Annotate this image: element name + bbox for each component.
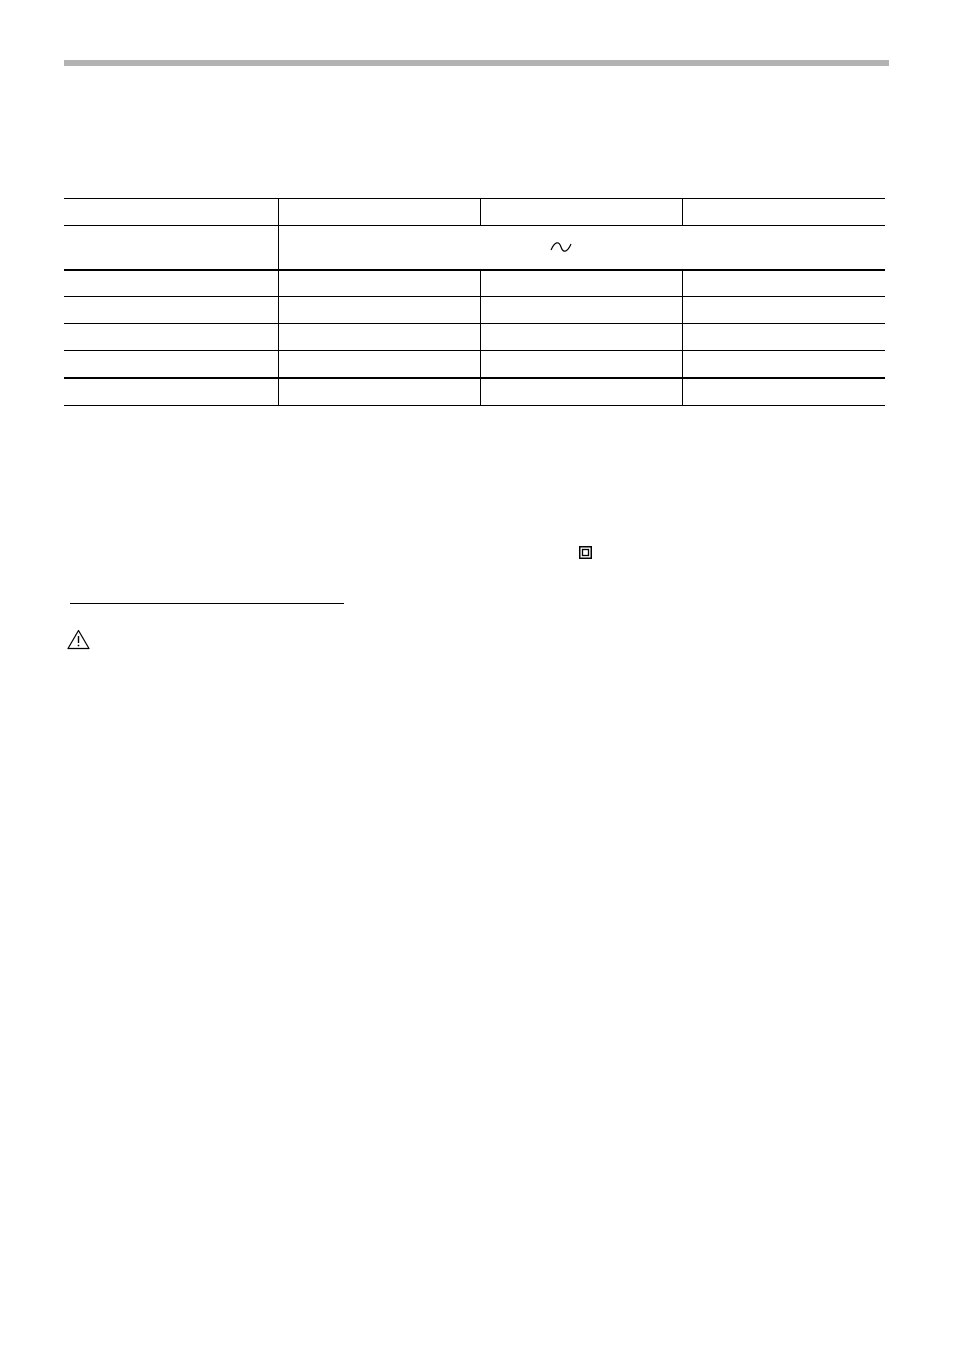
- table-cell: [481, 297, 683, 323]
- table-cell: [64, 226, 279, 269]
- table-cell: [683, 297, 885, 323]
- table-row: [64, 323, 885, 350]
- warning-triangle-icon: [67, 629, 90, 650]
- table-cell: [279, 351, 481, 377]
- table-cell: [64, 297, 279, 323]
- table-cell: [481, 324, 683, 350]
- table-cell: [279, 324, 481, 350]
- table-cell: [279, 199, 481, 225]
- table-header-row: [64, 198, 885, 225]
- table-row: [64, 296, 885, 323]
- table-cell: [64, 379, 279, 405]
- table-cell: [279, 297, 481, 323]
- specifications-table: [64, 198, 885, 406]
- alternating-current-icon: [549, 237, 573, 257]
- table-cell: [683, 379, 885, 405]
- table-row: [64, 350, 885, 377]
- table-cell: [481, 379, 683, 405]
- table-cell: [64, 271, 279, 296]
- table-cell-merged: [279, 226, 885, 269]
- table-cell: [481, 351, 683, 377]
- header-rule: [64, 60, 889, 66]
- table-cell: [683, 351, 885, 377]
- double-insulation-icon: [579, 546, 592, 559]
- table-cell: [683, 324, 885, 350]
- table-cell: [64, 351, 279, 377]
- table-row: [64, 377, 885, 406]
- section-heading-underline: [70, 603, 344, 604]
- table-cell: [481, 271, 683, 296]
- table-cell: [683, 271, 885, 296]
- table-cell: [279, 379, 481, 405]
- table-row: [64, 225, 885, 269]
- table-cell: [279, 271, 481, 296]
- table-cell: [683, 199, 885, 225]
- table-row: [64, 269, 885, 296]
- table-cell: [64, 199, 279, 225]
- table-cell: [481, 199, 683, 225]
- table-cell: [64, 324, 279, 350]
